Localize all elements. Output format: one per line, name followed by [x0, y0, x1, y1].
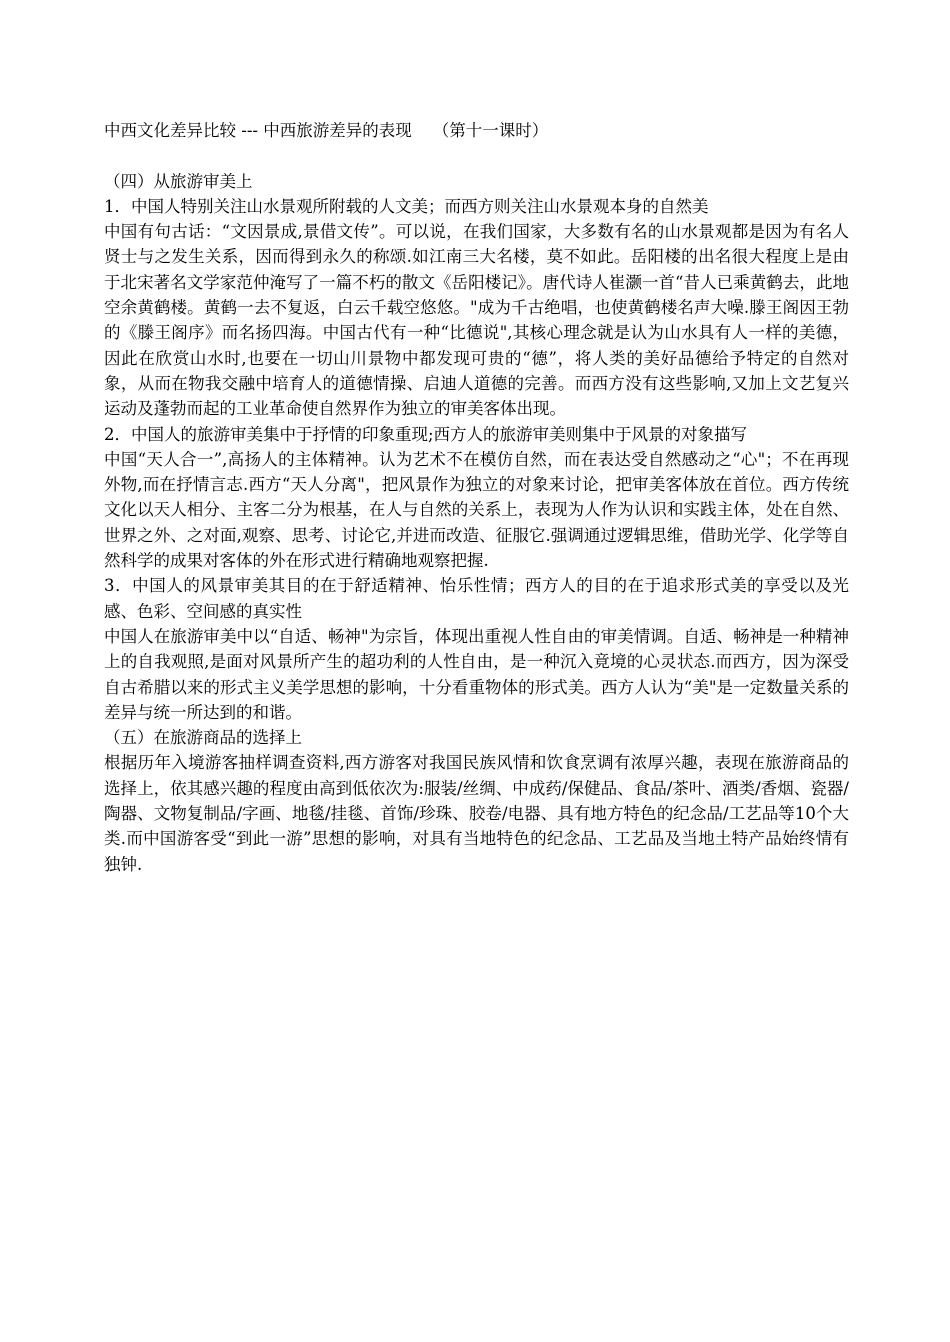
blank-line: [104, 143, 849, 168]
document-title: 中西文化差异比较 --- 中西旅游差异的表现 （第十一课时）: [104, 121, 549, 140]
point-2-heading: 2．中国人的旅游审美集中于抒情的印象重现;西方人的旅游审美则集中于风景的对象描写: [104, 424, 748, 444]
point-1-heading: 1．中国人特别关注山水景观所附载的人文美；而西方则关注山水景观本身的自然美: [104, 196, 709, 216]
section-heading-aesthetics: （四）从旅游审美上: [104, 171, 253, 191]
section-heading-souvenirs: （五）在旅游商品的选择上: [104, 728, 302, 748]
point-1-body: 中国有句古话：“文因景成,景借文传”。可以说，在我们国家，大多数有名的山水景观都是因为有名人贤士与之发生关系，因而得到永久的称颂.如江南三大名楼，莫不如此。岳阳楼的出名很大程度上是由于北宋著名文学家范仲淹写了一篇不朽的散文《岳阳楼记》。唐代诗人崔灏一首“昔人已乘黄鹤去，此地空余黄鹤楼。黄鹤一去不复返，白云千载空悠悠。"成为千古绝唱，也使黄鹤楼名声大噪.滕王阁因王勃的《滕王阁序》而名扬四海。中国古代有一种“比德说",其核心理念就是认为山水具有人一样的美德，因此在欣赏山水时,也要在一切山川景物中都发现可贵的“德”，将人类的美好品德给予特定的自然对象，从而在物我交融中培育人的道德情操、启迪人道德的完善。而西方没有这些影响,又加上文艺复兴运动及蓬勃而起的工业革命使自然界作为独立的审美客体出现。: [104, 222, 849, 419]
souvenirs-body: 根据历年入境游客抽样调查资料,西方游客对我国民族风情和饮食烹调有浓厚兴趣，表现在旅游商品的选择上，依其感兴趣的程度由高到低依次为:服装/丝绸、中成药/保健品、食品/茶叶、酒类/香烟、瓷器/陶器、文物复制品/字画、地毯/挂毯、首饰/珍珠、胶卷/电器、具有地方特色的纪念品/工艺品等10个大类.而中国游客受“到此一游”思想的影响，对具有当地特色的纪念品、工艺品及当地土特产品始终情有独钟.: [104, 753, 849, 874]
point-3-heading: 3．中国人的风景审美其目的在于舒适精神、怡乐性情；西方人的目的在于追求形式美的享受以及光感、色彩、空间感的真实性: [104, 576, 849, 621]
point-2-body: 中国“天人合一”,高扬人的主体精神。认为艺术不在模仿自然，而在表达受自然感动之“心"；不在再现外物,而在抒情言志.西方“天人分离"，把风景作为独立的对象来讨论，把审美客体放在首位。西方传统文化以天人相分、主客二分为根基，在人与自然的关系上，表现为人作为认识和实践主体，处在自然、世界之外、之对面,观察、思考、讨论它,并进而改造、征服它.强调通过逻辑思维，借助光学、化学等自然科学的成果对客体的外在形式进行精确地观察把握.: [104, 449, 849, 571]
document-page: [104, 118, 849, 877]
point-3-body: 中国人在旅游审美中以“自适、畅神"为宗旨，体现出重视人性自由的审美情调。自适、畅神是一种精神上的自我观照,是面对风景所产生的超功利的人性自由，是一种沉入竟境的心灵状态.而西方，因为深受自古希腊以来的形式主义美学思想的影响，十分看重物体的形式美。西方人认为“美"是一定数量关系的差异与统一所达到的和谐。: [104, 626, 849, 722]
